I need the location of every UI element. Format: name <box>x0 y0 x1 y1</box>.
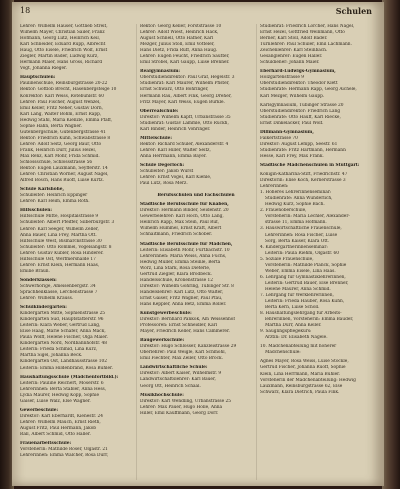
text-line: Ernst Dinkelacker, Paul Wolf. <box>260 120 324 126</box>
section-heading: Sonderklassen: <box>20 277 57 283</box>
section-heading: Musikhochschule: <box>140 392 184 398</box>
text-line: Landwirtschaftslehrer: Karl Bauer, <box>140 377 216 383</box>
text-line: Helene Maurer, Anna Schmid. <box>265 286 331 292</box>
text-line: Gaiser, Luise Walz, Else Wagner. <box>20 398 91 404</box>
text-line: Ziegler, Martin Bader, Ludwig Kurz, <box>20 54 99 60</box>
text-line: Kindergarten Mitte, Sophienstrasse 25 <box>20 311 106 317</box>
text-line: Direktorin: Elise Koch, Kernerstrasse 3 <box>260 178 346 184</box>
text-line: Leiterin: Elisabeth Mohr, Furtbachstr. 10 <box>140 247 230 253</box>
text-line: Schwarz, Klara Dietrich, Paula Fink. <box>260 389 340 395</box>
text-line: Holzgartenstrasse 9 <box>260 75 304 81</box>
text-line: 2. Frauenoberschule, <box>260 208 307 214</box>
text-line: Berner, Karl Stoll, Adolf Bader. <box>260 36 328 42</box>
text-line: Vorsteherin: Mathilde Roser, Olgastr. 21 <box>20 447 108 453</box>
text-line: Gertrud Fischer, Johanna Ruoff, Sophie <box>260 365 346 371</box>
text-line: Rektor: Gottlob Brecht, Hasenbergsteige 10 <box>20 87 117 93</box>
text-line: Sorg, Berta Kaiser, Klara Ott. <box>265 238 330 244</box>
text-line: Lehrerinnen: <box>260 184 289 190</box>
text-line: Vogt, Johanna Rieger. <box>20 66 67 72</box>
text-line: Rektor: Richard Schuler, Alexanderstr. 4 <box>140 141 229 147</box>
text-line: Rektor: Friedrich Kuhn, Schwabstrasse 8 <box>20 135 111 141</box>
text-line: Emil Ströbel, Karl Gaupp, Luise Brenner. <box>140 60 230 66</box>
section-heading: Hilfsschulen: <box>20 208 52 214</box>
text-line: lehrerinnen, Vorsteherin: Emma Bauder, <box>265 317 354 323</box>
text-line: Schulleiter: Jakob Wurst <box>140 169 194 175</box>
text-line: Direktor: August Lempp, Seestr. 61 <box>260 141 338 147</box>
text-line: Lehrer: Ernst Klein, Hermann Haas, <box>20 262 100 268</box>
section-heading: Haushaltungsschule (Mädchenfortbild.): <box>20 374 119 380</box>
text-line: Mayer, Friedrich Keller, Hans Cammerer. <box>140 329 230 335</box>
text-line: Sophie Hahn, Berta Wagner. <box>20 123 82 129</box>
text-line: Lehrerinnen: Emma Walcher, Rosa Dürr, <box>20 453 109 459</box>
text-line: Oberstudiendirektor: Theodor Klett <box>260 81 338 87</box>
section-heading: Kunstgewerbeschule: <box>140 311 192 317</box>
text-line: Paulinenschule, Reinsburgstrasse 20-22 <box>20 81 108 87</box>
text-line: 1. Höheres Lehrerinnenseminar: <box>260 190 332 196</box>
text-line: Weber, Emma Eisele, Lina Haas. <box>265 268 336 274</box>
text-line: Direktor: Hermann Binder, Seidenstr. 20 <box>140 208 229 214</box>
text-line: Direktor: Karl Wendling, Urbanstrasse 25 <box>140 398 231 404</box>
text-line: Direktor: Albert Kaiser, Wilhelmstr. 9 <box>140 371 222 377</box>
text-line: Turnlehrer: Paul Schuler, Emil Lachmann. <box>260 42 352 48</box>
section-heading: Realgymnasium: <box>140 69 180 75</box>
text-line: Leiterin: Klara Weber, Gertrud Lang, <box>20 323 101 329</box>
text-line: Berta Kern, Luise Scholl. <box>265 305 320 311</box>
text-line: Schlossschule, Schlossstrasse 56 <box>20 160 93 166</box>
text-line: Direktor: Wilhelm Kapff, Urbanstrasse 35 <box>140 114 231 120</box>
text-line: Hedwig Müller, Emma Steinle, Berta <box>140 259 221 265</box>
text-line: Gewerbelehrer: Karl Hoch, Otto Lang, <box>140 214 224 220</box>
text-line: Königin-Katharina-Stift, Friedrichstr. 47 <box>260 172 348 178</box>
text-line: Mezger, Julius Stoll, Emil Votteler, <box>140 42 215 48</box>
text-line: Studienrat: Friedrich Lörcher, Hans Nagel, <box>260 24 355 29</box>
text-line: Schuldiener: Johann Maier. <box>260 60 320 66</box>
text-line: Studienräte: Hermann Rapp, Georg Aichele, <box>260 87 357 93</box>
running-head: Schulen <box>335 6 372 16</box>
text-line: strasse 11, Emma Hofmann. <box>265 220 327 226</box>
text-line: Karl Binder, Heinrich Vöhringer. <box>140 126 211 132</box>
text-line: Martha Dürr, Anna Keller. <box>265 323 322 329</box>
text-line: Kindergarten Ost, Landhausstrasse 102 <box>20 359 107 365</box>
text-line: Lehrer: Adolf Wiest, Heinrich Hack, <box>140 30 219 36</box>
text-line: Lehrer: Paul Fischer, August Wenzel, <box>20 99 101 105</box>
text-line: Vorsteherin: Maria Lechler, Alexander- <box>265 214 350 220</box>
text-line: Mädchenschule: <box>265 350 301 356</box>
text-line: Wilhelm Hummel, Ernst Kraft, Albert <box>140 226 222 232</box>
text-line: Lehrer: Adolf Seitz, Georg Baur, Otto <box>20 141 102 147</box>
text-line: Paula Wolff, Helene Fischer, Olga Maier. <box>20 335 108 341</box>
section-heading: Landwirtschaftliche Schule: <box>140 365 208 371</box>
text-line: Kindergarten Süd, Hauptstätterstr. 96 <box>20 317 104 323</box>
text-line: Schulleiter: Albert Pfeiffer, Silberburgstr. 3 <box>20 220 115 226</box>
text-line: Lehrerinnen: Berta Stäbler, Anna Hess, <box>20 386 107 392</box>
text-line: Ernst Hezel, Gottfried Weinmann, Otto <box>260 30 345 36</box>
text-line: Direktor: Bernhard Pankok, Am Weissenhof <box>140 317 235 323</box>
section-heading: Städtische Berufsschule für Mädchen, <box>140 241 233 247</box>
text-line: Agnes Mayer, Rosa Weiss, Luise Stöckle, <box>260 359 349 365</box>
text-line: Elise Haag, Marie Schäfer, Anna Mack, <box>20 329 106 335</box>
text-line: Gesanglehrer: Eugen Haller. <box>260 54 323 60</box>
text-line: Lehrer: Ernst Vogel, Karl Kienle, <box>140 175 212 181</box>
text-line: Karl Schneider, Eduard Rupp, Albrecht <box>20 42 106 48</box>
section-heading: Städtische Mädchenschulen in Stuttgart: <box>260 162 360 168</box>
section-heading: Schule Degerloch: <box>140 162 185 168</box>
column-3 <box>260 24 372 480</box>
text-line: Rektor: Eugen Lauxmann, Seyfferstr. 14 <box>20 166 108 172</box>
text-line: Georg Ott, Heinrich Schaal. <box>140 383 201 389</box>
column-gutter <box>136 24 137 480</box>
text-line: Hedwig Stahl, Maria Kienzle, Emma Pfaff, <box>20 117 112 123</box>
section-heading: Baugewerkschule: <box>140 338 185 344</box>
text-line: Studienrat: Karl Maurer, Wilhelm Pfister, <box>140 81 230 87</box>
text-line: August Schnell, Otto Häfner, Karl <box>140 36 214 42</box>
text-line: Direktor: Hugo Schlösser, Kanzleistrasse 29 <box>140 344 237 350</box>
text-line: Handelslehrer: Karl Lutz, Otto Walter, <box>140 289 224 295</box>
page-block-edge <box>382 0 400 489</box>
text-line: Max Renz, Karl Mohr, Frida Schmid. <box>20 153 100 159</box>
section-heading: Berufsschulen und Fachschulen <box>157 193 235 199</box>
text-line: 7. Lehrgang für Werklehrerinnen, <box>260 292 334 298</box>
text-line: Leiterin: Frieda Hauber, Rosa Kühn, <box>265 299 345 305</box>
text-line: 5. Soziale Frauenschule, <box>260 256 314 262</box>
text-line: Handelsschule, Kronenstrasse 12 <box>140 277 214 283</box>
text-line: Wörz, Lina Stark, Rosa Dieterle, <box>140 265 211 271</box>
column-1 <box>20 24 132 480</box>
text-line: Oberstudiendirektor: Paul Graf, Hegelstr. 3 <box>140 75 235 81</box>
text-line: Leiterin: Paula Riehm, Olgastr. 60 <box>265 250 340 256</box>
text-line: Vorsteherin: Mathilde Planck, Sophie <box>265 262 347 268</box>
text-line: Hilfsschule Ost, Werfmershalde 17 <box>20 256 96 262</box>
text-line: Ernst Gaiser, Fritz Wagner, Paul Pfau, <box>140 295 223 301</box>
text-line: Konrektor: Karl Weiss, Rotebühlstr. 60 <box>20 93 104 99</box>
text-line: Martha Sigel, Johanna Beck. <box>20 353 83 359</box>
text-line: Oberstudiendirektor: Friedrich Lang <box>260 108 341 114</box>
text-line: Vorsteherin der Mädchenabteilung: Hedwig <box>260 377 356 383</box>
text-line: Lehrerinnen: Rosa Fischer, Luise <box>265 232 338 238</box>
text-line: Studienräte: Fritz Hartmann, Hermann <box>260 147 346 153</box>
text-line: Direktor: Wilhelm Göhring, Tübinger Str. 8 <box>140 283 234 289</box>
text-line: Zeichenlehrer: Karl Steinbach. <box>260 48 328 54</box>
text-line: August Fritz, Paul Hermann, Jakob <box>20 425 97 431</box>
section-heading: Oberrealschule: <box>140 108 179 114</box>
text-line: Lehrer: Christian Wörner, August Nagel, <box>20 172 109 178</box>
text-line: Lehrerinnen: Maria Weiss, Anna Fuchs, <box>140 253 227 259</box>
text-line: Schnaitmann, Friedrich Schober. <box>140 232 213 238</box>
text-line: Schulleiter: Otto Rommel, Vogelsangstr. 8 <box>20 244 112 250</box>
text-line: Leiterin: Frieda Schmid, Lina Kurz, <box>20 347 98 353</box>
text-line: Emil Fiechter, Max Zeller, Otto Brock. <box>140 356 223 362</box>
text-line: Hedwig Kurz, Sophie Bach. <box>265 202 325 208</box>
text-line: 6. Lehrgang für Gymnastiklehrerinnen, <box>260 274 346 280</box>
text-line: Karl Mezger, Wilhelm Gaupp. <box>260 93 325 99</box>
text-line: Fritz Mayer, Karl Weiss, Eugen Bürkle. <box>140 99 225 105</box>
text-line: Paul Lutz, Rosa Merz. <box>140 181 188 187</box>
text-line: Gertrud Ziegler, Klara Brodbeck. <box>140 271 212 277</box>
text-line: Rall, Albert Schmid, Otto Haller. <box>20 432 91 437</box>
text-line: Lehrer: Wilhelm Mauch, Ernst Rieth, <box>20 419 101 425</box>
section-heading: Gewerbeschule: <box>20 407 59 413</box>
text-line: 3. Hauswirtschaftliche Frauenschule, <box>260 226 342 232</box>
text-line: Sprachheilklasse, Lerchenstrasse 7 <box>20 289 98 295</box>
text-line: Klein, Lina Herrmann, Maria Bühler. <box>260 371 341 377</box>
book-page <box>12 2 384 486</box>
text-line: Schulleiter: Heinrich Eppinger <box>20 193 88 199</box>
text-line: Leiterin: Gertrud Bauer, Else Brenner, <box>265 280 349 286</box>
text-line: Ernst Schwarz, Otto Böhringer, <box>140 87 209 93</box>
text-line: Hans Keppler, Anna Betz, Emma Roller. <box>140 301 227 307</box>
text-line: Hermann Rau, Albert Fink, Georg Dreher, <box>140 93 232 99</box>
text-line: Rektor: Georg Keller, Forststrasse 10 <box>140 24 222 29</box>
text-line: Lehrer: Karl Hiller, Walter Seitz, <box>140 147 211 153</box>
text-line: Leiterin: Pauline Reichert, Moserstr. 6 <box>20 380 104 386</box>
page-header <box>20 6 372 18</box>
text-line: Lehrer: Karl Heim, Emma Roth. <box>20 199 90 205</box>
section-heading: Frauenarbeitsschule: <box>20 441 72 447</box>
text-line: Leiterin: Emma Hildenbrand, Rosa Bühler. <box>20 365 113 371</box>
text-line: Emilie Braun. <box>20 268 50 274</box>
text-line: Hans Dietz, Frida Ruff, Anna Haug. <box>140 48 218 54</box>
text-line: 9. Säuglingspflegekurs: <box>260 329 312 335</box>
text-line: Karl Lang, Walter Böhm, Ernst Rapp, <box>20 111 102 117</box>
text-line: Hilfsschule Mitte, Hospitalstrasse 9 <box>20 214 99 220</box>
text-line: Studienräte: Anna Wunderlich, <box>265 196 333 202</box>
text-line: Heinrich Rapp, Max Stein, Paul Ruf, <box>140 220 219 226</box>
text-line: Ärztin: Dr. Elisabeth Nägele. <box>265 335 328 341</box>
text-line: Karlsgymnasium, Tübinger Strasse 20 <box>260 102 344 108</box>
text-line: Emil Keller, Fritz Neher, Gustav Dorn, <box>20 105 103 111</box>
section-heading: Eberhard-Ludwigs-Gymnasium, <box>260 69 336 75</box>
text-line: Wilhelm Mayer, Christian Sailer, Franz <box>20 30 105 36</box>
text-line: Anna Bauer, Lina Frey, Martha Ott. <box>20 232 97 238</box>
column-2 <box>140 24 252 480</box>
text-line: Hilfsschule West, Bismarckstrasse 30 <box>20 238 102 244</box>
text-line: 8. Haushaltungslehrgang für Arbeits- <box>260 311 342 317</box>
text-line: Studienräte: Otto Hauff, Karl Riecke, <box>260 114 341 120</box>
text-line: Schwerhörige, Ameisenbergstr. 34 <box>20 283 96 289</box>
text-line: Oberlehrer: Paul Weigle, Karl Schmohl, <box>140 350 227 356</box>
text-line: Lehrer: Max Pauer, Hugo Holle, Anna <box>140 404 223 410</box>
section-heading: Schule Karlshöhe, <box>20 187 65 193</box>
text-line: Hesse, Karl Frey, Max Frank. <box>260 153 324 159</box>
text-line: Hofmann, Georg Lutz, Heinrich Keil, <box>20 36 101 42</box>
text-line: Frank, Heinrich Dürr, Julius Hezel, <box>20 147 97 153</box>
section-heading: Dillmann-Gymnasium, <box>260 129 314 135</box>
text-line: Hermann Maier, Hans Gross, Richard <box>20 60 103 66</box>
text-line: Anna Herrmann, Emma Bayer. <box>140 153 207 159</box>
text-line: Lehrer: Wilhelm Hauser, Gottlieb Streit, <box>20 24 108 29</box>
text-line: Lehrer: Eugen Feucht, Friedrich Sautter, <box>140 54 230 60</box>
text-line: Lauxmann, Reinsburgstrasse 62, Else <box>260 383 343 389</box>
section-heading: Schulkindergärten: <box>20 305 67 311</box>
text-line: 4. Kindergärtnerinnenseminar: <box>260 244 328 250</box>
column-gutter <box>256 24 257 480</box>
text-line: Gutenbergschule, Gutenbergstrasse 41 <box>20 129 106 135</box>
text-line: Kindergarten Nord, Nordbahnhofstr. 48 <box>20 341 108 347</box>
text-line: Professoren: Ernst Schneidler, Karl <box>140 323 218 329</box>
page-number: 18 <box>20 6 31 15</box>
section-heading: Städtische Berufsschule für Knaben, <box>140 202 229 208</box>
text-line: Haug, Otto Eisele, Friedrich Wolf, Ernst <box>20 48 108 54</box>
section-heading: Mittelschule: <box>140 135 172 141</box>
text-line: Lehrer: Wilhelm Krauss. <box>20 296 74 302</box>
text-line: Direktor: Karl Eberhardt, Kienestr. 24 <box>20 413 103 419</box>
text-line: Lydia Maurer, Hedwig Kopp, Sophie <box>20 392 99 398</box>
text-line: Studienrat: Gustav Lämmle, Otto Ruckh, <box>140 120 229 126</box>
text-line: Alfred Bosch, Hans Ruoff, Luise Kurtz. <box>20 178 104 184</box>
text-line: 10. Mädchenabteilung mit höherer <box>260 344 337 350</box>
text-line: Lehrer: Gustav Kübler, Rosa Hinderer. <box>20 250 104 256</box>
text-line: Lehrer: Karl Seeger, Wilhelm Zeller, <box>20 226 99 232</box>
section-heading: Hauptschulen: <box>20 75 56 81</box>
text-line: Hiller, Emil Kauffmann, Georg Dörr. <box>140 410 219 416</box>
text-line: Falkertstrasse 70 <box>260 135 298 141</box>
text-columns <box>20 24 376 480</box>
